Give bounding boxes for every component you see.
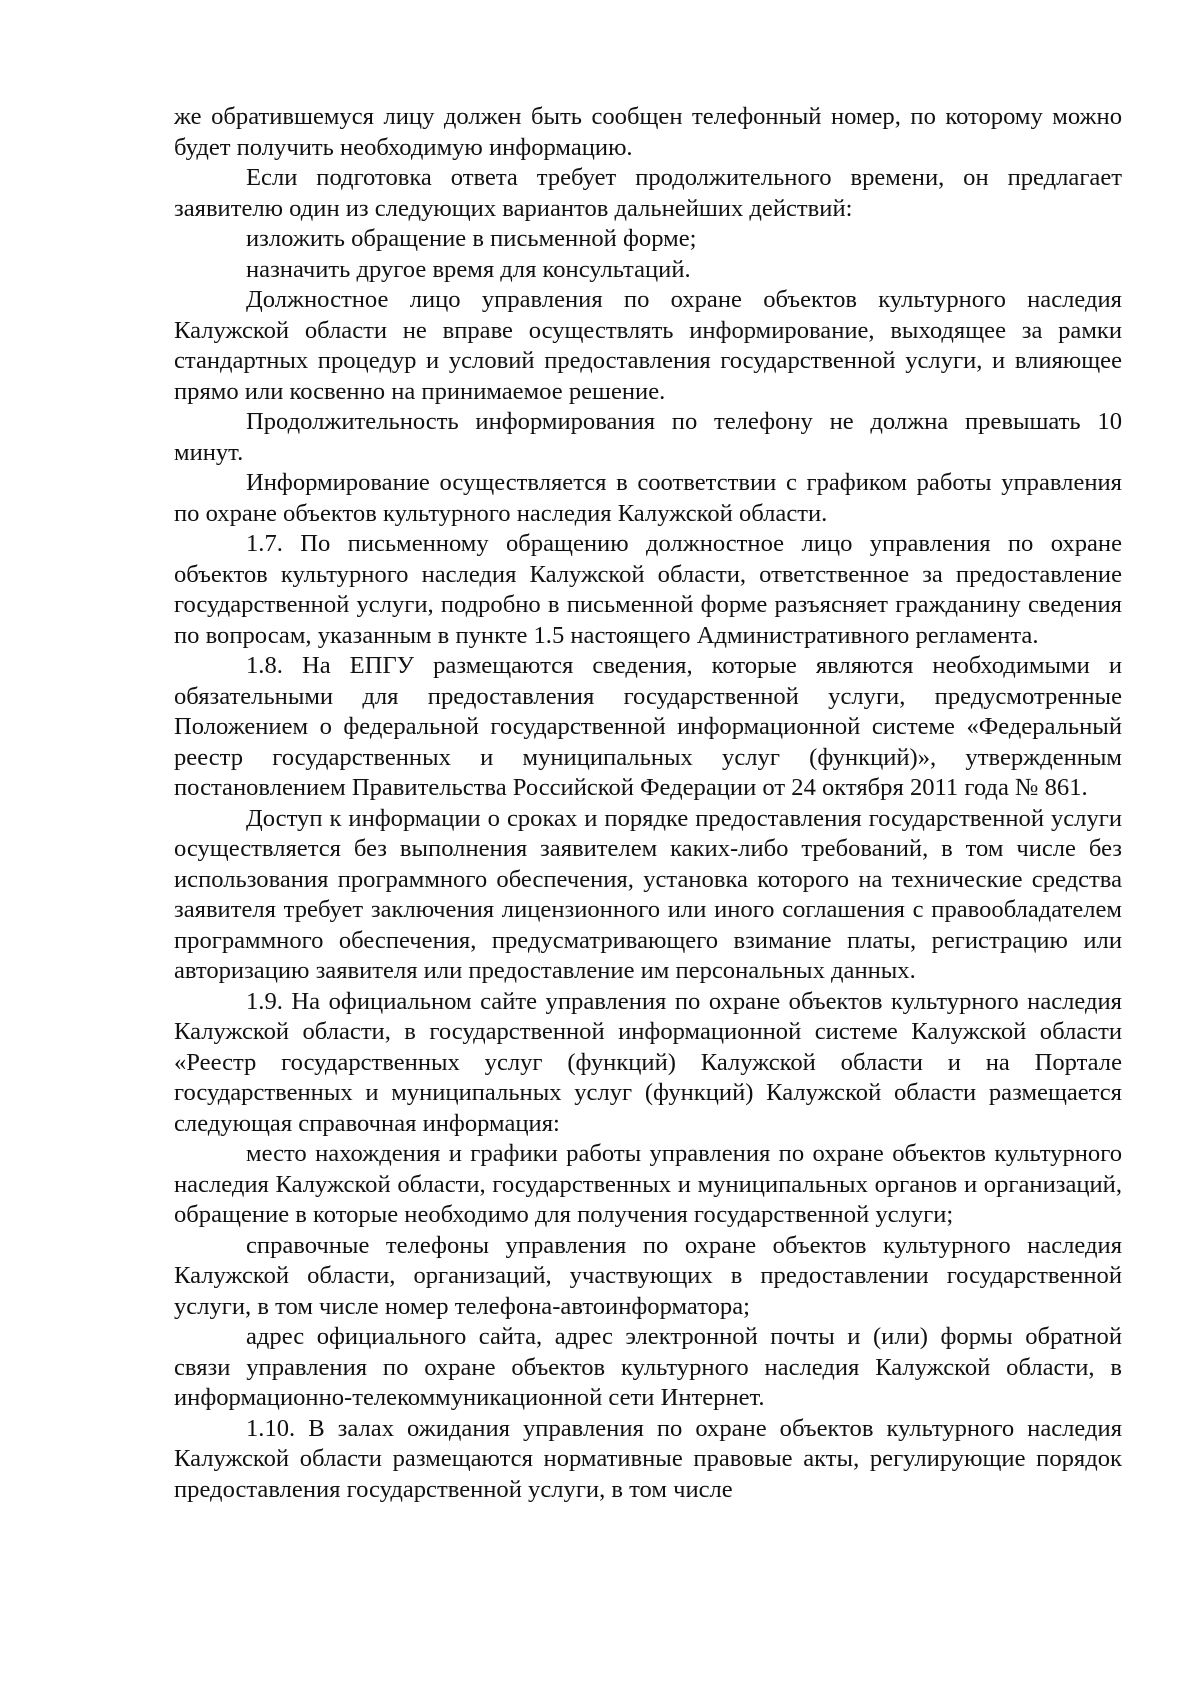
paragraph-access: Доступ к информации о сроках и порядке предоставления государственной услуги осуществляется без выполнения заявителем каких-либо требований, в том числе без использования программного обеспечения, установка которого на технические средства заявителя требует заключения лицензионного или иного соглашения с правообладателем программного обеспечения, предусматривающего взимание платы, регистрацию или авторизацию заявителя или предоставление им персональных данных. bbox=[174, 804, 1122, 984]
paragraph-1-7: 1.7. По письменному обращению должностное лицо управления по охране объектов культурного наследия Калужской области, ответственное за предоставление государственной услуги, подробно в письменной форме разъясняет гражданину сведения по вопросам, указанным в пункте 1.5 настоящего Административного регламента. bbox=[174, 530, 1122, 649]
paragraph-official-limits: Должностное лицо управления по охране объектов культурного наследия Калужской области не вправе осуществлять информирование, выходящее за рамки стандартных процедур и условий предоставления государственной услуги, и влияющее прямо или косвенно на принимаемое решение. bbox=[174, 286, 1122, 405]
list-item-location: место нахождения и графики работы управления по охране объектов культурного наследия Калужской области, государственных и муниципальных органов и организаций, обращение в которые необходимо для получения государственной услуги; bbox=[174, 1140, 1122, 1228]
paragraph-continuation: же обратившемуся лицу должен быть сообщен телефонный номер, по которому можно будет получить необходимую информацию. bbox=[174, 103, 1122, 161]
list-item-other-time: назначить другое время для консультаций. bbox=[246, 255, 691, 283]
list-item-written-form: изложить обращение в письменной форме; bbox=[246, 225, 697, 252]
paragraph-long-preparation: Если подготовка ответа требует продолжительного времени, он предлагает заявителю один из следующих вариантов дальнейших действий: bbox=[174, 164, 1122, 222]
list-item-phones: справочные телефоны управления по охране объектов культурного наследия Калужской области, организаций, участвующих в предоставлении государственной услуги, в том числе номер телефона-автоинформатора; bbox=[174, 1231, 1122, 1320]
paragraph-phone-duration: Продолжительность информирования по телефону не должна превышать 10 минут. bbox=[174, 408, 1122, 466]
paragraph-1-10: 1.10. В залах ожидания управления по охране объектов культурного наследия Калужской области размещаются нормативные правовые акты, регулирующие порядок предоставления государственной услуги, в том числе bbox=[174, 1414, 1122, 1503]
paragraph-schedule: Информирование осуществляется в соответствии с графиком работы управления по охране объектов культурного наследия Калужской области. bbox=[174, 469, 1122, 527]
list-item-website: адрес официального сайта, адрес электронной почты и (или) формы обратной связи управления по охране объектов культурного наследия Калужской области, в информационно-телекоммуникационной сети Интернет. bbox=[174, 1323, 1122, 1411]
document-body bbox=[174, 102, 1122, 1505]
paragraph-1-8: 1.8. На ЕПГУ размещаются сведения, которые являются необходимыми и обязательными для предоставления государственной услуги, предусмотренные Положением о федеральной государственной информационной системе «Федеральный реестр государственных и муниципальных услуг (функций)», утвержденным постановлением Правительства Российской Федерации от 24 октября 2011 года № 861. bbox=[174, 652, 1122, 801]
paragraph-1-9: 1.9. На официальном сайте управления по охране объектов культурного наследия Калужской области, в государственной информационной системе Калужской области «Реестр государственных услуг (функций) Калужской области и на Портале государственных и муниципальных услуг (функций) Калужской области размещается следующая справочная информация: bbox=[174, 987, 1122, 1137]
